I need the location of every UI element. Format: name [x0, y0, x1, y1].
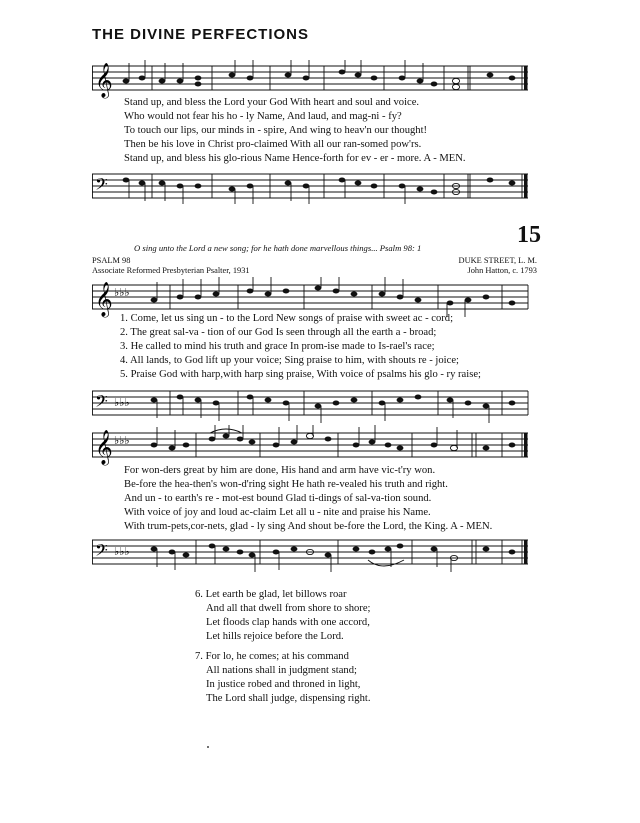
flat-icon: ♭♭♭: [114, 286, 130, 299]
stanza-6-line-2: And all that dwell from shore to shore;: [206, 603, 371, 614]
bass-clef-icon: 𝄢: [95, 174, 108, 198]
hymn15-sys2-verse-3: And un - to earth's re - mot-est bound Glad ti-dings of sal-va-tion sound.: [124, 493, 432, 504]
hymn1-verse-1: Stand up, and bless the Lord your God With heart and soul and voice.: [124, 97, 420, 108]
hymn15-sys1-verse-3: 3. He called to mind his truth and grace In prom-ise made to Is-rael's race;: [120, 341, 435, 352]
stanza-7-line-4: The Lord shall judge, dispensing right.: [206, 693, 371, 704]
hymn1-verse-4: Then be his love in Christ pro-claimed With all our ran-somed pow'rs.: [124, 139, 422, 150]
hymn15-sys1-verse-2: 2. The great sal-va - tion of our God Is seen through all the earth a - broad;: [120, 327, 437, 338]
music-credit: John Hatton, c. 1793: [467, 266, 537, 275]
hymn1-treble-staff: [92, 60, 532, 100]
print-speck: [207, 746, 209, 748]
bass-clef-icon: 𝄢: [95, 540, 108, 564]
hymn15-sys2-bass-staff: [92, 532, 532, 574]
hymn1-verse-2: Who would not fear his ho - ly Name, And laud, and mag-ni - fy?: [124, 111, 402, 122]
hymn1-verse-5: Stand up, and bless his glo-rious Name Hence-forth for ev - er - more. A - MEN.: [124, 153, 466, 164]
stanza-6-line-1: 6. Let earth be glad, let billows roar: [195, 589, 347, 600]
hymn15-sys1-verse-5: 5. Praise God with harp,with harp sing praise, With voice of psalms his glo - ry raise;: [120, 369, 481, 380]
running-head: THE DIVINE PERFECTIONS: [92, 26, 310, 43]
treble-clef-icon: 𝄞: [95, 430, 113, 465]
hymn1-verse-3: To touch our lips, our minds in - spire, And wing to heav'n our thought!: [124, 125, 428, 136]
hymn15-sys1-bass-staff: [92, 383, 532, 423]
psalm-source: PSALM 98: [92, 256, 131, 265]
flat-icon: ♭♭♭: [114, 545, 130, 558]
hymn15-sys2-verse-1: For won-ders great by him are done, His hand and arm have vic-t'ry won.: [124, 465, 436, 476]
stanza-6-line-4: Let hills rejoice before the Lord.: [206, 631, 344, 642]
hymn1-bass-staff: [92, 166, 532, 206]
stanza-7-line-1: 7. For lo, he comes; at his command: [195, 651, 349, 662]
hymn15-sys2-verse-5: With trum-pets,cor-nets, glad - ly sing And shout be-fore the Lord, the King. A - MEN.: [124, 521, 493, 532]
hymn15-sys2-treble-staff: [92, 425, 532, 467]
tune-name: DUKE STREET, L. M.: [458, 256, 537, 265]
flat-icon: ♭♭♭: [114, 396, 130, 409]
flat-icon: ♭♭♭: [114, 434, 130, 447]
hymn15-sys1-verse-4: 4. All lands, to God lift up your voice; Sing praise to him, with shouts re - joice;: [120, 355, 459, 366]
treble-clef-icon: 𝄞: [95, 63, 113, 98]
stanza-7-line-3: In justice robed and throned in light,: [206, 679, 361, 690]
stanza-7-line-2: All nations shall in judgment stand;: [206, 665, 357, 676]
epigraph: O sing unto the Lord a new song; for he hath done marvellous things... Psalm 98: 1: [134, 243, 422, 253]
hymn-number: 15: [517, 222, 541, 248]
treble-clef-icon: 𝄞: [95, 282, 113, 317]
hymn15-sys1-verse-1: 1. Come, let us sing un - to the Lord New songs of praise with sweet ac - cord;: [120, 313, 454, 324]
text-credit: Associate Reformed Presbyterian Psalter, 1931: [92, 266, 250, 275]
bass-clef-icon: 𝄢: [95, 391, 108, 415]
hymn15-sys2-verse-4: With voice of joy and loud ac-claim Let all u - nite and praise his Name.: [124, 507, 431, 518]
stanza-6-line-3: Let floods clap hands with one accord,: [206, 617, 370, 628]
hymn15-sys2-verse-2: Be-fore the hea-then's won-d'ring sight He hath re-vealed his truth and right.: [124, 479, 448, 490]
